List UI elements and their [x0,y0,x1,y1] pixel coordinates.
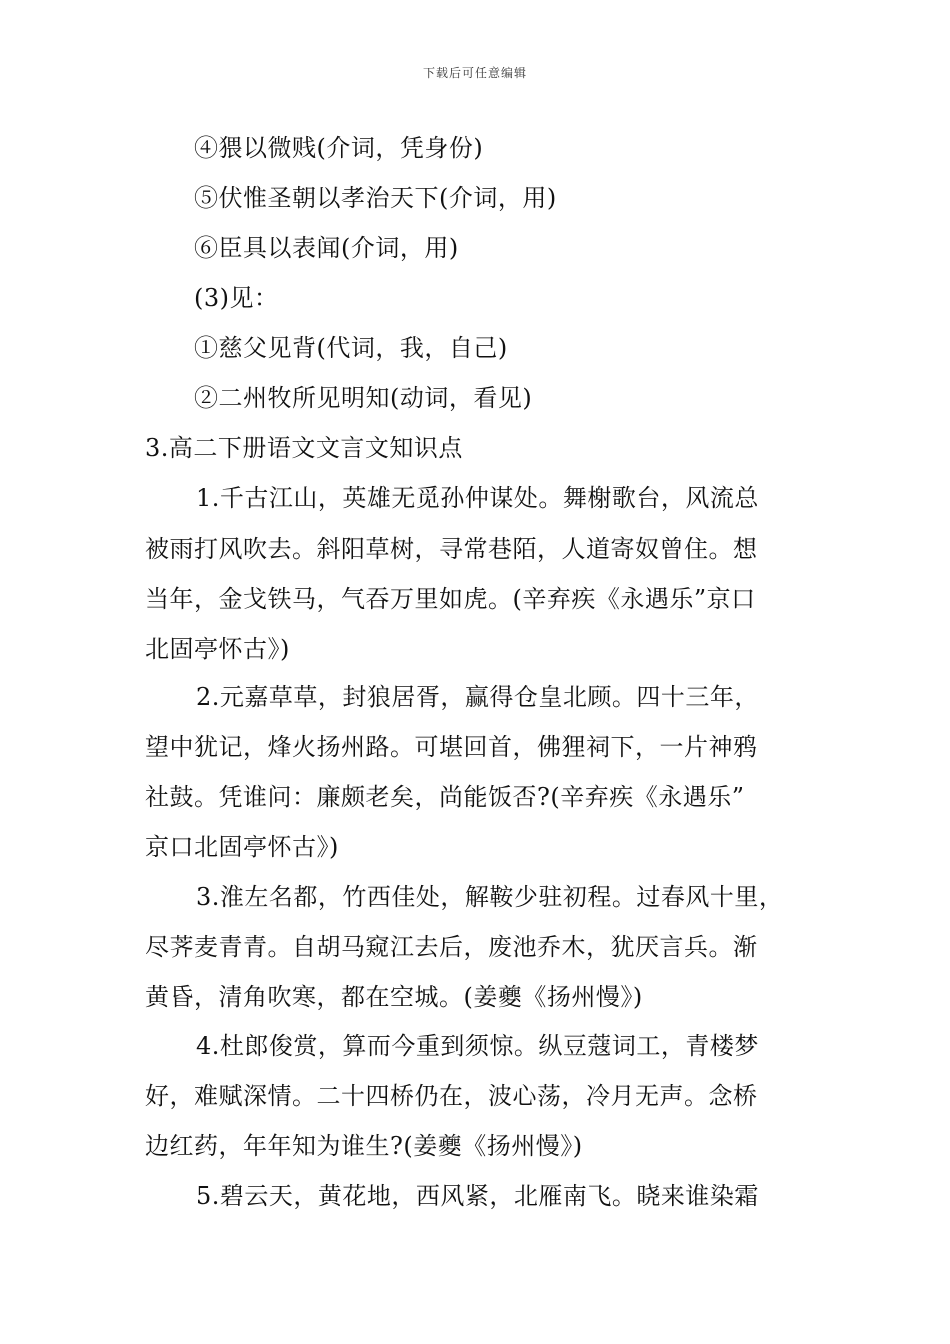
subheading-jian: (3)见： [194,284,279,312]
page-header: 下载后可任意编辑 [422,66,527,80]
jian-example-2: ②二州牧所见明知(动词，看见) [194,384,533,412]
poem-4-line-3: 边红药，年年知为谁生?(姜夔《扬州慢》) [145,1132,583,1160]
section-heading: 3.高二下册语文文言文知识点 [145,434,463,462]
poem-1-line-4: 北固亭怀古》) [145,635,290,663]
poem-4-line-1: 4.杜郎俊赏，算而今重到须惊。纵豆蔻词工，青楼梦 [196,1032,759,1060]
example-line-4: ④猥以微贱(介词，凭身份) [194,134,484,162]
poem-3-line-1: 3.淮左名都，竹西佳处，解鞍少驻初程。过春风十里， [196,883,784,911]
poem-5-line-1: 5.碧云天，黄花地，西风紧，北雁南飞。晓来谁染霜 [196,1182,759,1210]
poem-2-line-3: 社鼓。凭谁问：廉颇老矣，尚能饭否?(辛弃疾《永遇乐” [145,783,745,811]
example-line-6: ⑥臣具以表闻(介词，用) [194,234,459,262]
example-line-5: ⑤伏惟圣朝以孝治天下(介词，用) [194,184,557,212]
poem-2-line-4: 京口北固亭怀古》) [145,833,339,861]
jian-example-1: ①慈父见背(代词，我，自己) [194,334,508,362]
poem-1-line-1: 1.千古江山，英雄无觅孙仲谋处。舞榭歌台，风流总 [196,484,759,512]
poem-2-line-2: 望中犹记，烽火扬州路。可堪回首，佛狸祠下，一片神鸦 [145,733,758,761]
poem-1-line-3: 当年，金戈铁马，气吞万里如虎。(辛弃疾《永遇乐”京口 [145,585,756,613]
poem-3-line-2: 尽荠麦青青。自胡马窥江去后，废池乔木，犹厌言兵。渐 [145,933,758,961]
poem-3-line-3: 黄昏，清角吹寒，都在空城。(姜夔《扬州慢》) [145,983,643,1011]
poem-2-line-1: 2.元嘉草草，封狼居胥，赢得仓皇北顾。四十三年， [196,683,759,711]
poem-1-line-2: 被雨打风吹去。斜阳草树，寻常巷陌，人道寄奴曾住。想 [145,535,758,563]
poem-4-line-2: 好，难赋深情。二十四桥仍在，波心荡，冷月无声。念桥 [145,1082,758,1110]
